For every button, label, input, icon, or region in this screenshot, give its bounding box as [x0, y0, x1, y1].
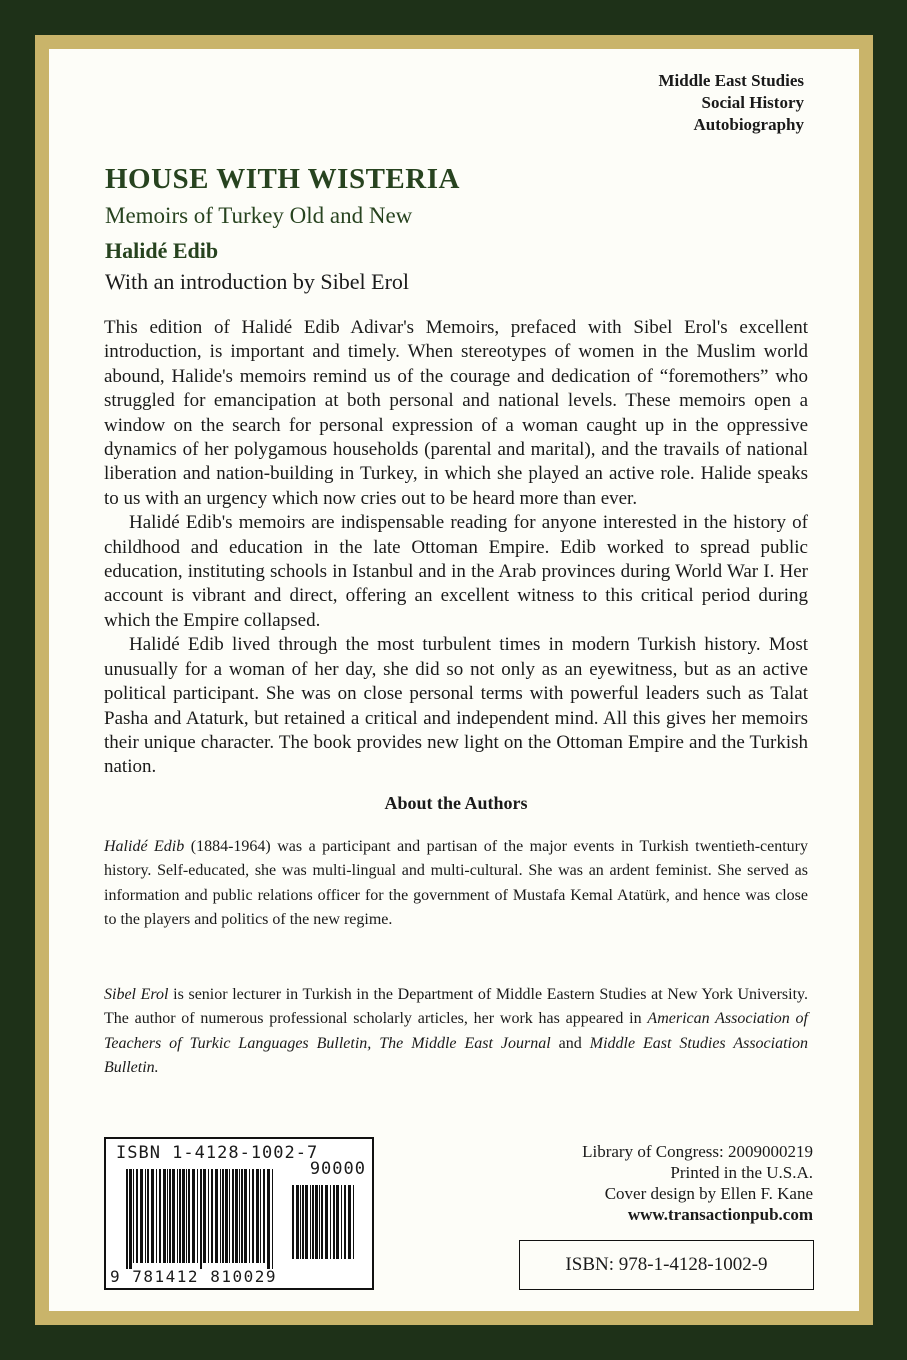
description-paragraph: Halidé Edib's memoirs are indispensable reading for anyone interested in the history of childhood and education in the late Ottoman Empire. Edib worked to spread public education, instituting schools in Istanbul and in the Arab provinces during World War I. Her account is vibrant and direct, offering an excellent witness to this critical period during which the Empire collapsed.	[104, 512, 808, 631]
category-list	[659, 70, 804, 136]
barcode-bar	[203, 1169, 206, 1263]
barcode-bar	[197, 1169, 198, 1263]
barcode-bar	[341, 1185, 342, 1259]
barcode-bar	[211, 1169, 213, 1263]
about-authors-heading: About the Authors	[384, 793, 528, 813]
barcode-bar	[333, 1185, 335, 1259]
barcode-bar	[188, 1169, 190, 1263]
barcode-bar	[147, 1169, 149, 1263]
barcode-bar	[296, 1185, 299, 1259]
barcode-bar	[179, 1169, 181, 1263]
barcode-bar	[249, 1169, 250, 1263]
barcode-bar	[263, 1169, 265, 1263]
barcode-bar	[267, 1169, 270, 1269]
barcode-bar	[244, 1169, 247, 1263]
barcode-bar	[336, 1185, 339, 1259]
barcode-bar	[252, 1169, 254, 1263]
barcode-bar	[140, 1169, 143, 1263]
book-subtitle: Memoirs of Turkey Old and New	[105, 203, 413, 228]
barcode-bar	[182, 1169, 185, 1263]
barcode-bar	[136, 1169, 138, 1263]
bio-name: Halidé Edib	[104, 838, 185, 855]
introduction-credit: With an introduction by Sibel Erol	[105, 269, 410, 294]
barcode-bar	[302, 1185, 304, 1259]
description-paragraph: This edition of Halidé Edib Adivar's Memoirs, prefaced with Sibel Erol's excellent introduction, is important and timely. When stereotypes of women in the Muslim world abound, Halide's memoirs remind us of the courage and dedication of “foremothers” who struggled for emancipation at both personal and national levels. These memoirs open a window on the search for personal expression of a woman caught up in the oppressive dynamics of her polygamous households (parental and marital), and the travails of national liberation and nation-building in Turkey, in which she played an active role. Halide speaks to us with an urgency which now cries out to be heard more than ever.	[104, 317, 808, 509]
description	[104, 316, 808, 780]
barcode-bar	[222, 1169, 224, 1263]
barcode-bar	[169, 1169, 171, 1263]
barcode-bar	[151, 1169, 154, 1263]
category-item: Middle East Studies	[658, 71, 804, 90]
barcode-bar	[241, 1169, 243, 1263]
barcode-bar	[229, 1169, 230, 1263]
barcode-bar	[325, 1185, 328, 1259]
barcode-bar	[145, 1169, 146, 1263]
printed-in: Printed in the U.S.A.	[670, 1163, 813, 1182]
book-author: Halidé Edib	[105, 238, 219, 263]
barcode-ean: 9 781412 810029	[110, 1267, 277, 1286]
publisher-website[interactable]: www.transactionpub.com	[627, 1205, 813, 1224]
barcode-bar	[235, 1169, 238, 1263]
barcode	[104, 1137, 374, 1290]
barcode-bar	[239, 1169, 240, 1263]
bio-text: (1884-1964) was a participant and partisan of the major events in Turkish twentieth-century history. Self-educated, she was multi-lingual and multi-cultural. She was an ardent feminist. She served as information and public relations officer for the government of Mustafa Kemal Atatürk, and hence was close to the players and politics of the new regime.	[104, 838, 809, 929]
barcode-bar	[156, 1169, 157, 1263]
category-item: Social History	[701, 93, 804, 112]
author-bio-edib	[104, 835, 808, 933]
bio-text: is senior lecturer in Turkish in the Department of Middle Eastern Studies at New York University. The author of numerous professional scholarly articles, her work has appeared in	[104, 986, 808, 1028]
bio-name: Sibel Erol	[104, 986, 169, 1003]
barcode-bar	[232, 1169, 234, 1263]
category-item: Autobiography	[693, 115, 804, 134]
barcode-bar	[344, 1185, 346, 1259]
author-bio-erol	[104, 983, 808, 1081]
barcode-bar	[177, 1169, 178, 1263]
barcode-bar	[200, 1169, 202, 1269]
publisher-info	[582, 1141, 813, 1225]
barcode-bar	[215, 1169, 218, 1263]
barcode-bar	[192, 1169, 195, 1263]
barcode-price-code: 90000	[309, 1159, 366, 1179]
bio-journal: American Association of Teachers of Turkic Languages Bulletin, The Middle East Journal	[104, 1010, 809, 1052]
barcode-bar	[225, 1169, 228, 1263]
barcode-bar	[186, 1169, 187, 1263]
barcode-bar	[321, 1185, 323, 1259]
barcode-bar	[272, 1169, 273, 1269]
barcode-bar	[167, 1169, 168, 1263]
barcode-bar	[133, 1169, 134, 1263]
barcode-bar	[172, 1169, 175, 1263]
barcode-isbn10: ISBN 1-4128-1002-7	[116, 1143, 319, 1163]
isbn13: ISBN: 978-1-4128-1002-9	[565, 1254, 768, 1275]
barcode-bar	[208, 1169, 209, 1263]
barcode-bar	[305, 1185, 308, 1259]
bio-text: and	[550, 1034, 590, 1052]
barcode-bar	[260, 1169, 261, 1263]
barcode-bar	[310, 1185, 311, 1259]
barcode-bar	[126, 1169, 128, 1269]
barcode-bar	[129, 1169, 132, 1269]
barcode-bar	[348, 1185, 351, 1259]
library-of-congress: Library of Congress: 2009000219	[582, 1142, 813, 1161]
isbn13-box	[519, 1240, 814, 1290]
barcode-bars	[126, 1169, 286, 1271]
cover-design-credit: Cover design by Ellen F. Kane	[604, 1184, 813, 1203]
barcode-bar	[292, 1185, 294, 1259]
bio-journal: Middle East Studies Association Bulletin.	[104, 1034, 808, 1077]
book-title: HOUSE WITH WISTERIA	[105, 163, 460, 195]
barcode-bar	[300, 1185, 301, 1259]
barcode-bar	[163, 1169, 166, 1263]
barcode-bar	[256, 1169, 259, 1263]
barcode-addon-bars	[292, 1185, 364, 1267]
barcode-bar	[353, 1185, 354, 1259]
barcode-bar	[319, 1185, 320, 1259]
barcode-bar	[220, 1169, 221, 1263]
barcode-bar	[159, 1169, 161, 1263]
barcode-bar	[315, 1185, 318, 1259]
barcode-bar	[330, 1185, 331, 1259]
barcode-bar	[312, 1185, 314, 1259]
description-paragraph: Halidé Edib lived through the most turbulent times in modern Turkish history. Most unusually for a woman of her day, she did so not only as an eyewitness, but as an active political participant. She was on close personal terms with powerful leaders such as Talat Pasha and Ataturk, but retained a critical and independent mind. All this gives her memoirs their unique character. The book provides new light on the Ottoman Empire and the Turkish nation.	[104, 634, 808, 778]
